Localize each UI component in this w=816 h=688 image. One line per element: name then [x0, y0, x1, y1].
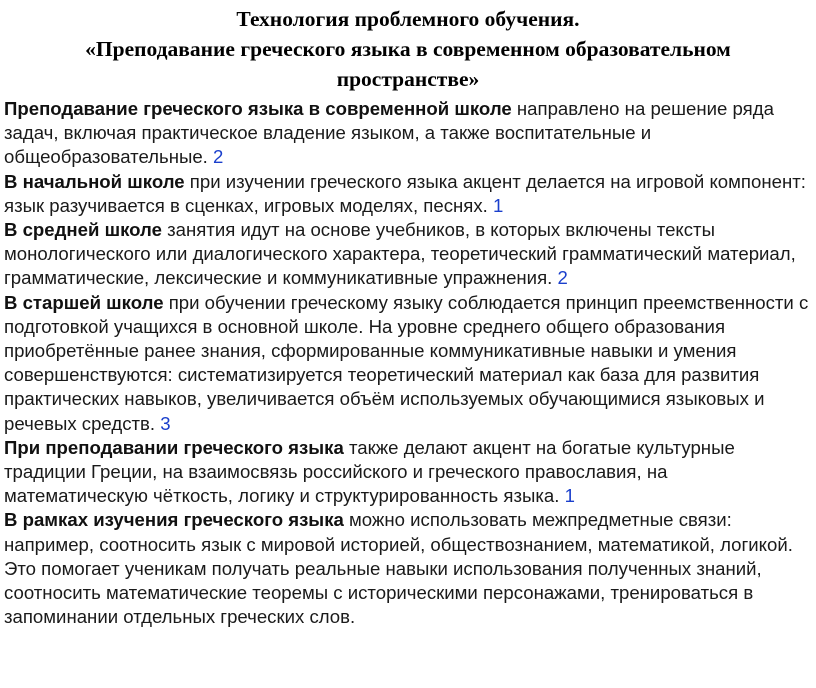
paragraph-middle-school [4, 218, 812, 291]
title-line-3: пространстве» [336, 67, 480, 91]
paragraph-lead: При преподавании греческого языка [4, 436, 344, 458]
paragraph-senior-school [4, 291, 812, 436]
paragraph-text: при обучении греческому языку соблюдается принцип преемственности с подготовкой учащихся в основной школе. На уровне среднего общего образования приобретённые ранее знания, сформированные коммуникативные навыки и умения совершенствуются: систематизируется теоретический материал как база для развития практических навыков, увеличивается объём используемых обучающимися языковых и речевых средств. [4, 291, 809, 434]
reference-link[interactable]: 2 [213, 146, 224, 168]
paragraph-teaching-greek [4, 436, 812, 509]
paragraph-text: направлено на решение ряда задач, включая практическое владение языком, а также воспитательные и общеобразовательные. [4, 98, 774, 168]
paragraph-text: можно использовать межпредметные связи: например, соотносить язык с мировой историей, обществознанием, математикой, логикой. Это помогает ученикам получать реальные навыки использования полученных знаний, соотносить математические теоремы с историческими персонажами, тренироваться в запоминании отдельных греческих слов. [4, 509, 793, 628]
paragraph-lead: В старшей школе [4, 291, 164, 313]
paragraph-modern-school [4, 97, 812, 170]
paragraph-lead: В начальной школе [4, 170, 185, 192]
reference-link[interactable]: 3 [160, 412, 171, 434]
paragraph-lead: В рамках изучения греческого языка [4, 509, 344, 531]
document-body [4, 97, 812, 629]
paragraph-interdisciplinary [4, 508, 812, 629]
paragraph-text: при изучении греческого языка акцент делается на игровой компонент: язык разучивается в сценках, игровых моделях, песнях. [4, 170, 806, 216]
title-line-2: «Преподавание греческого языка в современном образовательном [85, 37, 731, 61]
paragraph-primary-school [4, 170, 812, 218]
paragraph-text: также делают акцент на богатые культурные традиции Греции, на взаимосвязь российского и греческого православия, на математическую чёткость, логику и структурированность языка. [4, 436, 735, 507]
title-line-1: Технология проблемного обучения. [236, 7, 580, 31]
reference-link[interactable]: 1 [564, 485, 575, 507]
reference-link[interactable]: 2 [557, 267, 568, 289]
paragraph-lead: В средней школе [4, 219, 162, 241]
document-title [4, 4, 812, 94]
paragraph-text: занятия идут на основе учебников, в которых включены тексты монологического или диалогического характера, теоретический грамматический материал, грамматические, лексические и коммуникативные упражнения. [4, 219, 796, 289]
paragraph-lead: Преподавание греческого языка в современной школе [4, 98, 512, 119]
reference-link[interactable]: 1 [492, 194, 504, 216]
